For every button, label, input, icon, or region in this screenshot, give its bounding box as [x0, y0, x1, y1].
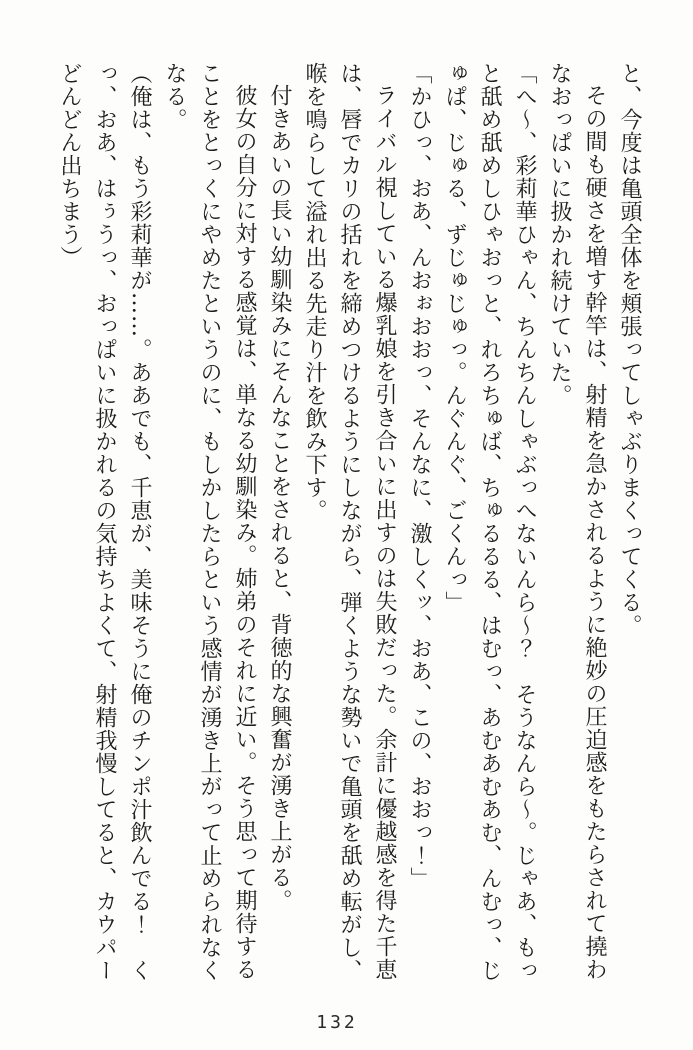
text-line: 付きあいの長い幼馴染みにそんなことをされると、背徳的な興奮が湧き上がる。	[267, 84, 292, 912]
text-line: と、今度は亀頭全体を頬張ってしゃぶりまくってくる。	[617, 62, 642, 637]
text-line: （俺は、もう彩莉華が……。ああでも、千恵が、美味そうに俺のチンポ汁飲んでる！ く	[127, 62, 152, 982]
text-line: ゅぱ、じゅる、ずじゅじゅっ。んぐんぐ、ごくんっ」	[442, 62, 467, 614]
text-line: なる。	[162, 62, 187, 131]
text-line: 彼女の自分に対する感覚は、単なる幼馴染み。姉弟のそれに近い。そう思って期待する	[232, 84, 257, 981]
text-line: ことをとっくにやめたというのに、もしかしたらという感情が湧き上がって止められなく	[197, 62, 222, 982]
text-line: どんどん出ちまう）	[57, 62, 82, 269]
text-line: なおっぱいに扱かれ続けていた。	[547, 62, 572, 407]
text-line: その間も硬さを増す幹竿は、射精を急かされるように絶妙の圧迫感をもたらされて撓わ	[582, 84, 607, 981]
text-line: 「かひっ、おあ、んおぉおおっ、そんなに、激しくッ、おあ、この、おおっ！」	[407, 62, 432, 890]
text-line: と舐め舐めしひゃおっと、れろちゅば、ちゅるるる、はむっ、あむあむあむ、んむっ、じ	[477, 62, 502, 982]
text-line: は、唇でカリの括れを締めつけるようにしながら、弾くような勢いで亀頭を舐め転がし、	[337, 62, 362, 982]
text-line: 「へ〜、彩莉華ひゃん、ちんちんしゃぶっへないんら〜？ そうなんら〜。じゃあ、もっ	[512, 62, 537, 982]
page-number: 132	[316, 1012, 358, 1033]
text-line: っ、おあ、はぅうっ、おっぱいに扱かれるの気持ちよくて、射精我慢してると、カウパー	[92, 62, 117, 982]
text-line: 喉を鳴らして溢れ出る先走り汁を飲み下す。	[302, 62, 327, 522]
text-line: ライバル視している爆乳娘を引き合いに出すのは失敗だった。余計に優越感を得た千恵	[372, 84, 397, 981]
vertical-text-block	[47, 62, 647, 1007]
